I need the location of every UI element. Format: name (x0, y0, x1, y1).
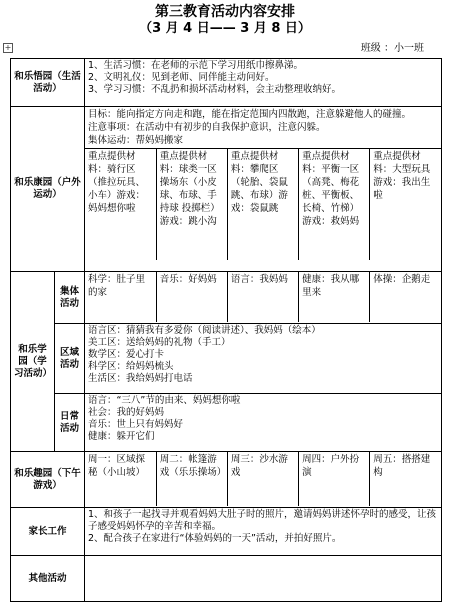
health-area-2: 重点提供材料：球类一区 操场东（小皮球、布球、手持球 投掷栏）游戏：跳小沟 (156, 149, 227, 261)
play-day-5: 周五：搭搭建构 (370, 452, 441, 506)
family-content (85, 508, 442, 556)
health-notice: 注意事项：在活动中有初步的自我保护意识，注意闪躲。 (88, 122, 326, 133)
section-label-study: 和乐学园（学习活动） (11, 272, 55, 452)
daily-line-4: 健康：躲开它们 (88, 431, 155, 442)
collective-item-4: 健康：我从哪里来 (299, 272, 370, 322)
collective-item-1: 科学：肚子里的家 (88, 274, 146, 298)
other-content (85, 556, 442, 602)
study-areas-content (85, 324, 442, 394)
row-play (11, 452, 442, 508)
health-group: 集体运动：帮妈妈搬家 (88, 135, 184, 146)
section-label-life: 和乐悟园（生活活动） (11, 59, 85, 107)
family-line-2: 2、配合孩子在家进行“体验妈妈的一天”活动，并拍好照片。 (88, 533, 342, 544)
life-line-3: 3、学习习惯：不乱扔和损坏活动材料，会主动整理收纳好。 (88, 84, 342, 95)
daily-line-1: 语言：“三八”节的由来、妈妈想你啦 (88, 395, 241, 406)
study-collective-content (85, 272, 442, 324)
page-title: 第三教育活动内容安排 (155, 4, 295, 20)
section-label-play: 和乐趣园（下午游戏） (11, 452, 85, 508)
play-day-1: 周一：区域探秘（小山坡） (88, 454, 146, 478)
date-range: （3 月 4 日—— 3 月 8 日） (139, 21, 311, 36)
play-day-3: 周三：沙水游戏 (227, 452, 298, 506)
study-collective-label: 集体活动 (55, 272, 85, 324)
class-label: 班级 ：小一班 (360, 43, 424, 54)
collective-item-3: 语言：我妈妈 (227, 272, 298, 322)
health-goal: 目标：能向指定方向走和跑，能在指定范围内四散跑，注意躲避他人的碰撞。 (88, 109, 412, 120)
area-line-1: 语言区：猜猜我有多爱你（阅读讲述）、我妈妈（绘本） (88, 325, 321, 336)
health-area-4: 重点提供材料：平衡一区（高凳、梅花桩、平衡板、长椅、竹梯）游戏：救妈妈 (299, 149, 370, 261)
row-study-areas (11, 324, 442, 394)
play-day-4: 周四：户外扮演 (299, 452, 370, 506)
row-other (11, 556, 442, 602)
row-health (11, 107, 442, 272)
row-study-daily (11, 394, 442, 452)
schedule-table (10, 58, 442, 602)
section-label-other: 其他活动 (11, 556, 85, 602)
health-area-1: 重点提供材料：骑行区（推拉玩具、小车）游戏：妈妈想你啦 (88, 151, 146, 214)
area-line-5: 生活区：我给妈妈打电话 (88, 373, 193, 384)
section-label-health: 和乐康园（户外运动） (11, 107, 85, 272)
life-line-1: 1、生活习惯：在老师的示范下学习用纸巾擦鼻涕。 (88, 60, 304, 71)
collective-item-5: 体操：企鹅走 (370, 272, 441, 322)
life-content (85, 59, 442, 107)
table-move-handle-icon[interactable]: + (4, 43, 12, 52)
area-line-3: 数学区：爱心打卡 (88, 349, 165, 360)
health-area-3: 重点提供材料：攀爬区（轮胎、袋鼠跳、布球）游戏：袋鼠跳 (227, 149, 298, 261)
study-areas-label: 区域活动 (55, 324, 85, 394)
area-line-4: 科学区：给妈妈梳头 (88, 361, 174, 372)
family-line-1: 1、和孩子一起找寻并观看妈妈大肚子时的照片，邀请妈妈讲述怀孕时的感受，让孩子感受妈妈怀孕的辛苦和幸福。 (88, 509, 437, 532)
section-label-family: 家长工作 (11, 508, 85, 556)
area-line-2: 美工区：送给妈妈的礼物（手工） (88, 337, 231, 348)
row-family (11, 508, 442, 556)
health-areas (85, 148, 441, 260)
daily-line-2: 社会：我的好妈妈 (88, 407, 165, 418)
life-line-2: 2、文明礼仪：见到老师、同伴能主动问好。 (88, 72, 275, 83)
collective-item-2: 音乐：好妈妈 (156, 272, 227, 322)
play-content (85, 452, 442, 508)
study-daily-content (85, 394, 442, 452)
play-day-2: 周二：帐篷游戏（乐乐操场） (156, 452, 227, 506)
row-study-collective (11, 272, 442, 324)
health-content (85, 107, 442, 272)
daily-line-3: 音乐：世上只有妈妈好 (88, 419, 184, 430)
row-life (11, 59, 442, 107)
study-daily-label: 日常活动 (55, 394, 85, 452)
health-area-5: 重点提供材料：大型玩具游戏：我出生啦 (370, 149, 441, 261)
